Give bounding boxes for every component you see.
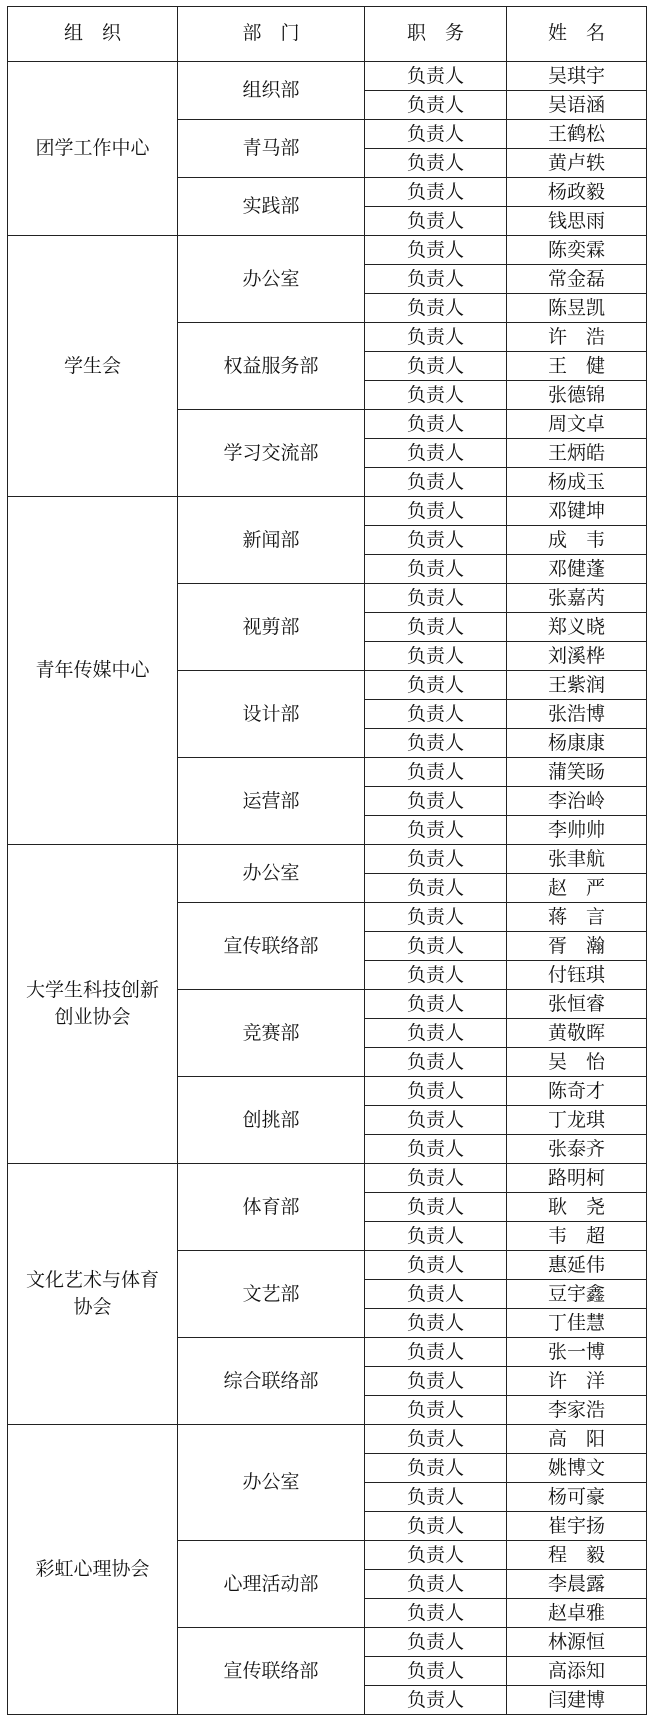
- role-cell: 负责人: [365, 1135, 507, 1164]
- department-cell: 文艺部: [178, 1251, 365, 1338]
- role-cell: 负责人: [365, 1657, 507, 1686]
- member-name-cell: 张一博: [507, 1338, 647, 1367]
- member-name-cell: 高 阳: [507, 1425, 647, 1454]
- member-name-cell: 杨康康: [507, 729, 647, 758]
- department-cell: 学习交流部: [178, 410, 365, 497]
- member-name-cell: 程 毅: [507, 1541, 647, 1570]
- member-name-cell: 惠延伟: [507, 1251, 647, 1280]
- department-cell: 办公室: [178, 1425, 365, 1541]
- role-cell: 负责人: [365, 1338, 507, 1367]
- member-name-cell: 王炳皓: [507, 439, 647, 468]
- role-cell: 负责人: [365, 961, 507, 990]
- member-name-cell: 钱思雨: [507, 207, 647, 236]
- member-name-cell: 刘溪桦: [507, 642, 647, 671]
- member-name-cell: 李帅帅: [507, 816, 647, 845]
- role-cell: 负责人: [365, 1106, 507, 1135]
- role-cell: 负责人: [365, 1280, 507, 1309]
- member-name-cell: 杨成玉: [507, 468, 647, 497]
- role-cell: 负责人: [365, 1222, 507, 1251]
- roster-table: [7, 6, 647, 1715]
- member-name-cell: 杨可豪: [507, 1483, 647, 1512]
- member-name-cell: 王紫润: [507, 671, 647, 700]
- role-cell: 负责人: [365, 642, 507, 671]
- role-cell: 负责人: [365, 381, 507, 410]
- role-cell: 负责人: [365, 1686, 507, 1715]
- role-cell: 负责人: [365, 91, 507, 120]
- department-cell: 宣传联络部: [178, 1628, 365, 1715]
- member-name-cell: 丁佳慧: [507, 1309, 647, 1338]
- member-name-cell: 张泰齐: [507, 1135, 647, 1164]
- role-cell: 负责人: [365, 236, 507, 265]
- member-name-cell: 李治岭: [507, 787, 647, 816]
- member-name-cell: 陈昱凯: [507, 294, 647, 323]
- role-cell: 负责人: [365, 149, 507, 178]
- member-name-cell: 蒋 言: [507, 903, 647, 932]
- role-cell: 负责人: [365, 671, 507, 700]
- role-cell: 负责人: [365, 584, 507, 613]
- member-name-cell: 许 浩: [507, 323, 647, 352]
- member-name-cell: 赵 严: [507, 874, 647, 903]
- member-name-cell: 崔宇扬: [507, 1512, 647, 1541]
- role-cell: 负责人: [365, 1019, 507, 1048]
- member-name-cell: 豆宇鑫: [507, 1280, 647, 1309]
- role-cell: 负责人: [365, 526, 507, 555]
- role-cell: 负责人: [365, 468, 507, 497]
- department-cell: 组织部: [178, 62, 365, 120]
- department-cell: 权益服务部: [178, 323, 365, 410]
- member-name-cell: 赵卓雅: [507, 1599, 647, 1628]
- member-name-cell: 吴琪宇: [507, 62, 647, 91]
- role-cell: 负责人: [365, 700, 507, 729]
- role-cell: 负责人: [365, 845, 507, 874]
- department-cell: 体育部: [178, 1164, 365, 1251]
- role-cell: 负责人: [365, 178, 507, 207]
- member-name-cell: 张浩博: [507, 700, 647, 729]
- role-cell: 负责人: [365, 932, 507, 961]
- member-name-cell: 邓键坤: [507, 497, 647, 526]
- member-name-cell: 李晨露: [507, 1570, 647, 1599]
- member-name-cell: 王 健: [507, 352, 647, 381]
- role-cell: 负责人: [365, 120, 507, 149]
- role-cell: 负责人: [365, 613, 507, 642]
- organization-cell: 青年传媒中心: [8, 497, 178, 845]
- member-name-cell: 闫建博: [507, 1686, 647, 1715]
- role-cell: 负责人: [365, 1599, 507, 1628]
- role-cell: 负责人: [365, 1251, 507, 1280]
- department-cell: 视剪部: [178, 584, 365, 671]
- role-cell: 负责人: [365, 62, 507, 91]
- role-cell: 负责人: [365, 903, 507, 932]
- member-name-cell: 陈奇才: [507, 1077, 647, 1106]
- member-name-cell: 付钰琪: [507, 961, 647, 990]
- member-name-cell: 张嘉芮: [507, 584, 647, 613]
- department-cell: 实践部: [178, 178, 365, 236]
- member-name-cell: 郑义晓: [507, 613, 647, 642]
- organization-cell: 彩虹心理协会: [8, 1425, 178, 1715]
- role-cell: 负责人: [365, 816, 507, 845]
- department-cell: 新闻部: [178, 497, 365, 584]
- roster-body: [8, 7, 647, 1715]
- member-name-cell: 路明柯: [507, 1164, 647, 1193]
- role-cell: 负责人: [365, 1164, 507, 1193]
- role-cell: 负责人: [365, 1483, 507, 1512]
- role-cell: 负责人: [365, 1425, 507, 1454]
- department-cell: 设计部: [178, 671, 365, 758]
- role-cell: 负责人: [365, 265, 507, 294]
- role-cell: 负责人: [365, 1570, 507, 1599]
- header-org: 组 织: [8, 7, 178, 62]
- organization-cell: 团学工作中心: [8, 62, 178, 236]
- role-cell: 负责人: [365, 990, 507, 1019]
- header-dept: 部 门: [178, 7, 365, 62]
- member-name-cell: 张德锦: [507, 381, 647, 410]
- organization-cell: 学生会: [8, 236, 178, 497]
- role-cell: 负责人: [365, 439, 507, 468]
- member-name-cell: 耿 尧: [507, 1193, 647, 1222]
- role-cell: 负责人: [365, 1628, 507, 1657]
- department-cell: 运营部: [178, 758, 365, 845]
- role-cell: 负责人: [365, 1541, 507, 1570]
- member-name-cell: 吴 怡: [507, 1048, 647, 1077]
- member-name-cell: 陈奕霖: [507, 236, 647, 265]
- role-cell: 负责人: [365, 787, 507, 816]
- member-name-cell: 王鹤松: [507, 120, 647, 149]
- member-name-cell: 丁龙琪: [507, 1106, 647, 1135]
- department-cell: 创挑部: [178, 1077, 365, 1164]
- role-cell: 负责人: [365, 729, 507, 758]
- member-name-cell: 韦 超: [507, 1222, 647, 1251]
- table-row: [8, 1425, 647, 1454]
- table-row: [8, 236, 647, 265]
- member-name-cell: 吴语涵: [507, 91, 647, 120]
- member-name-cell: 张聿航: [507, 845, 647, 874]
- department-cell: 办公室: [178, 236, 365, 323]
- role-cell: 负责人: [365, 1077, 507, 1106]
- role-cell: 负责人: [365, 1309, 507, 1338]
- table-row: [8, 497, 647, 526]
- table-row: [8, 62, 647, 91]
- member-name-cell: 成 韦: [507, 526, 647, 555]
- member-name-cell: 胥 瀚: [507, 932, 647, 961]
- header-role: 职 务: [365, 7, 507, 62]
- member-name-cell: 蒲笑旸: [507, 758, 647, 787]
- role-cell: 负责人: [365, 410, 507, 439]
- role-cell: 负责人: [365, 352, 507, 381]
- role-cell: 负责人: [365, 1367, 507, 1396]
- member-name-cell: 周文卓: [507, 410, 647, 439]
- department-cell: 办公室: [178, 845, 365, 903]
- member-name-cell: 林源恒: [507, 1628, 647, 1657]
- role-cell: 负责人: [365, 1193, 507, 1222]
- role-cell: 负责人: [365, 555, 507, 584]
- member-name-cell: 黄敬晖: [507, 1019, 647, 1048]
- header-row: [8, 7, 647, 62]
- role-cell: 负责人: [365, 1396, 507, 1425]
- department-cell: 宣传联络部: [178, 903, 365, 990]
- role-cell: 负责人: [365, 1512, 507, 1541]
- role-cell: 负责人: [365, 294, 507, 323]
- member-name-cell: 高添知: [507, 1657, 647, 1686]
- header-name: 姓 名: [507, 7, 647, 62]
- member-name-cell: 黄卢轶: [507, 149, 647, 178]
- member-name-cell: 张恒睿: [507, 990, 647, 1019]
- member-name-cell: 邓健蓬: [507, 555, 647, 584]
- role-cell: 负责人: [365, 1454, 507, 1483]
- member-name-cell: 许 洋: [507, 1367, 647, 1396]
- member-name-cell: 杨政毅: [507, 178, 647, 207]
- department-cell: 竞赛部: [178, 990, 365, 1077]
- role-cell: 负责人: [365, 874, 507, 903]
- role-cell: 负责人: [365, 207, 507, 236]
- member-name-cell: 李家浩: [507, 1396, 647, 1425]
- role-cell: 负责人: [365, 323, 507, 352]
- role-cell: 负责人: [365, 758, 507, 787]
- role-cell: 负责人: [365, 1048, 507, 1077]
- department-cell: 心理活动部: [178, 1541, 365, 1628]
- table-row: [8, 845, 647, 874]
- department-cell: 综合联络部: [178, 1338, 365, 1425]
- organization-cell: 大学生科技创新创业协会: [8, 845, 178, 1164]
- member-name-cell: 姚博文: [507, 1454, 647, 1483]
- organization-cell: 文化艺术与体育协会: [8, 1164, 178, 1425]
- table-row: [8, 1164, 647, 1193]
- role-cell: 负责人: [365, 497, 507, 526]
- member-name-cell: 常金磊: [507, 265, 647, 294]
- department-cell: 青马部: [178, 120, 365, 178]
